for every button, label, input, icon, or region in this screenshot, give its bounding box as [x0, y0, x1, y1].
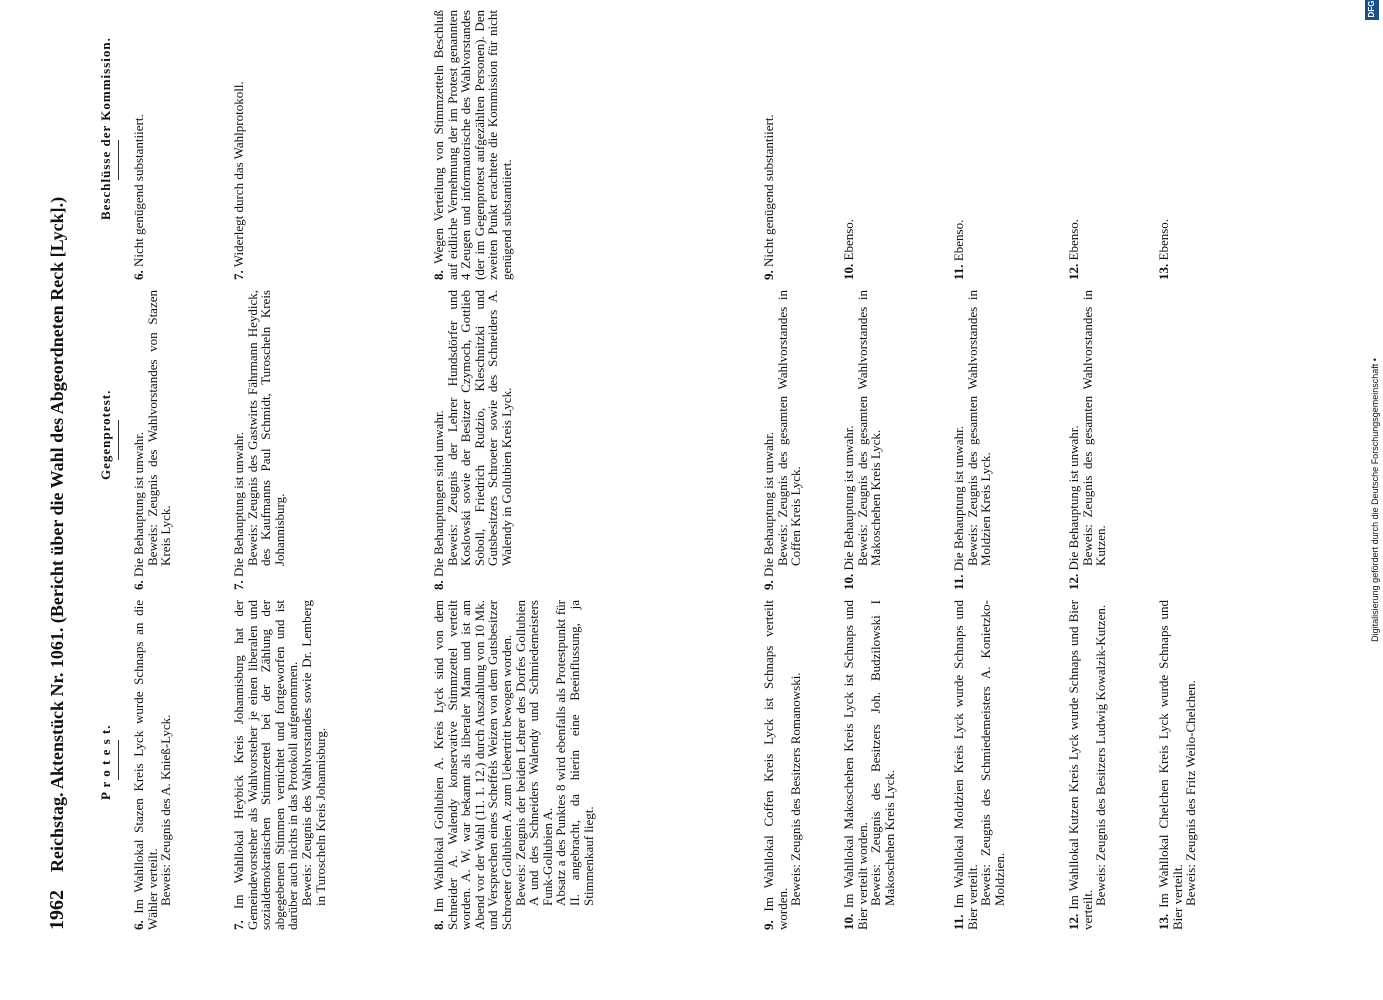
entry-text: Die Behauptungen sind unwahr. [431, 410, 446, 577]
column-heading-protest: P r o t e s t. [98, 724, 113, 800]
entry-number: 7. [231, 580, 246, 590]
entry-number: 11. [951, 914, 966, 930]
evidence-text: Beweis: Zeugnis des gesamten Wahlvorstandes in Moldzien Kreis Lyck. [964, 290, 994, 566]
divider [118, 740, 119, 780]
entry-text: Ebenso. [841, 218, 856, 261]
entry-text: Im Wahllokal Makoschehen Kreis Lyck ist Schnaps und Bier verteilt worden. [841, 600, 870, 930]
entry-number: 12. [1066, 573, 1081, 590]
beschluss-entry-12 [1067, 10, 1081, 280]
protest-entry-9 [762, 600, 803, 930]
entry-text: Widerlegt durch das Wahlprotokoll. [231, 81, 246, 268]
beschluss-entry-7 [232, 10, 246, 280]
evidence-text: Beweis: Zeugnis des A. Knieß-Lyck. [158, 714, 174, 906]
column-heading-gegenprotest: Gegenprotest. [98, 389, 113, 480]
entry-number: 10. [841, 913, 856, 930]
entry-number: 11. [951, 264, 966, 280]
evidence-text: Beweis: Zeugnis der beiden Lehrer des Dorfes Gollubien A und des Schneiders Walendy und Schmiedemeisters Funk-Gollubien A. [512, 600, 555, 906]
evidence-text: Beweis: Zeugnis des Gastwirts Fährmann Heydick, des Kaufmanns Paul Schmidt, Turoscheln Kreis Johannisburg. [244, 290, 287, 566]
entry-text: Die Behauptung ist unwahr. [1066, 425, 1081, 571]
entry-text: Die Behauptung ist unwahr. [131, 431, 146, 577]
beschluss-entry-10 [842, 10, 856, 280]
entry-number: 12. [1066, 913, 1081, 930]
entry-number: 9. [761, 270, 776, 280]
protest-entry-13 [1157, 600, 1198, 930]
evidence-text: Beweis: Zeugnis des Schmiedemeisters A. Konietzko-Moldzien. [978, 600, 1007, 906]
entry-number: 11. [951, 574, 966, 590]
entry-number: 6. [131, 580, 146, 590]
gegenprotest-entry-7 [232, 290, 286, 590]
entry-number: 10. [841, 573, 856, 590]
beschluss-entry-8 [432, 10, 514, 280]
entry-number: 7. [231, 270, 246, 280]
entry-text: Die Behauptung ist unwahr. [841, 425, 856, 571]
gegenprotest-entry-12 [1067, 290, 1108, 590]
evidence-text: Beweis: Zeugnis des Wahlvorstandes sowie Dr. Lemberg in Turoscheln Kreis Johannisburg. [298, 600, 328, 906]
entry-number: 12. [1066, 263, 1081, 280]
entry-number: 7. [231, 920, 246, 930]
gegenprotest-entry-10 [842, 290, 883, 590]
entry-text: Nicht genügend substantiiert. [131, 114, 146, 267]
entry-text: Im Wahllokal Moldzien Kreis Lyck wurde Schnaps und Bier verteilt. [951, 600, 980, 930]
entry-number: 10. [841, 263, 856, 280]
divider [118, 140, 119, 180]
entry-text: Im Wahllokal Gollubien A. Kreis Lyck sind von dem Schneider A. Walendy konservative Stimmzettel verteilt worden. A. W. war bekannt als liberaler Mann und ist am Abend vor der Wahl (11. 1. 12.) durch Auszahlung von 10 Mk. und Versprechen eines Scheffels Weizen von dem Gutsbesitzer Schroeter Gollubien A. zum Uebertritt bewogen worden. [431, 599, 514, 930]
evidence-text: Beweis: Zeugnis des Besitzers Romanowski. [788, 672, 804, 906]
evidence-text: Beweis: Zeugnis der Lehrer Hundsdörfer und Koslowski sowie der Besitzer Czymoch, Gottlieb Soboll, Friedrich Rudzio, Kleschnitzki und Gutsbesitzers Schroeter sowie des Schneiders A. Walendy in Gollubien Kreis Lyck. [444, 290, 514, 566]
evidence-text: Beweis: Zeugnis des Wahlvorstandes von Stazen Kreis Lyck. [144, 290, 174, 566]
entry-text: Im Wahllokal Heybick Kreis Johannisburg hat der Gemeindevorsteher als Wahlvorsteher je einen liberalen und sozialdemokratischen Stimmzettel bei der Zählung der abgegebenen Stimmen vernichtet und fortgeworfen und ist darüber auch nichts in das Protokoll aufgenommen. [231, 600, 301, 930]
evidence-text: Beweis: Zeugnis des gesamten Wahlvorstandes in Coffen Kreis Lyck. [774, 290, 804, 566]
entry-text: Nicht genügend substantiiert. [761, 114, 776, 267]
entry-number: 8. [431, 920, 446, 930]
protest-entry-7 [232, 600, 327, 930]
gegenprotest-entry-6 [132, 290, 173, 590]
gegenprotest-entry-9 [762, 290, 803, 590]
entry-text: Wegen Verteilung von Stimmzetteln Beschluß auf eidliche Vernehmung der im Protest genannten 4 Zeugen und informatorische des Wahlvorstandes (der im Gegenprotest aufgezählten Personen). Den zweiten Punkt erachtete die Kommission für nicht genügend substantiiert. [431, 10, 514, 280]
note-text: Absatz a des Punktes 8 wird ebenfalls als Protestpunkt für II. angebracht, da hierin eine Beeinflussung, ja Stimmenkauf liegt. [553, 600, 596, 906]
beschluss-entry-13 [1157, 10, 1171, 280]
entry-number: 8. [431, 270, 446, 280]
entry-text: Ebenso. [1066, 218, 1081, 261]
gegenprotest-entry-11 [952, 290, 993, 590]
entry-text: Die Behauptung ist unwahr. [231, 431, 246, 577]
evidence-text: Beweis: Zeugnis des Fritz Weilo-Chelchen. [1183, 680, 1199, 906]
protest-entry-8 [432, 600, 595, 930]
entry-text: Ebenso. [951, 219, 966, 262]
entry-text: Im Wahllokal Coffen Kreis Lyck ist Schnaps verteilt worden. [761, 600, 790, 930]
entry-number: 6. [131, 270, 146, 280]
page-title: Reichstag. Aktenstück Nr. 1061. (Bericht über die Wahl des Abgeordneten Reck [Lyck].) [46, 196, 67, 872]
evidence-text: Beweis: Zeugnis des Besitzers Joh. Budzilowski I Makoschehen Kreis Lyck. [868, 600, 897, 906]
page-number: 1962 [45, 890, 68, 930]
evidence-text: Beweis: Zeugnis des gesamten Wahlvorstandes in Kutzen. [1079, 290, 1109, 566]
beschluss-entry-11 [952, 10, 966, 280]
funding-footer: Digitalisierung gefördert durch die Deutsche Forschungsgemeinschaft • [1370, 358, 1380, 642]
entry-number: 9. [761, 920, 776, 930]
entry-text: Im Wahllokal Chelchen Kreis Lyck wurde Schnaps und Bier verteilt. [1156, 600, 1185, 930]
gegenprotest-entry-8 [432, 290, 514, 590]
entry-number: 9. [761, 580, 776, 590]
dfg-logo: DFG [1365, 0, 1379, 20]
entry-text: Ebenso. [1156, 218, 1171, 261]
evidence-text: Beweis: Zeugnis des gesamten Wahlvorstandes in Makoschehen Kreis Lyck. [854, 290, 884, 566]
entry-text: Die Behauptung ist unwahr. [761, 431, 776, 577]
entry-number: 13. [1156, 913, 1171, 930]
entry-number: 13. [1156, 263, 1171, 280]
protest-entry-11 [952, 600, 1006, 930]
beschluss-entry-9 [762, 10, 776, 280]
column-heading-beschluesse: Beschlüsse der Kommission. [98, 37, 113, 220]
entry-text: Die Behauptung ist unwahr. [951, 426, 966, 572]
protest-entry-10 [842, 600, 896, 930]
protest-entry-12 [1067, 600, 1108, 930]
entry-text: Im Wahllokal Kutzen Kreis Lyck wurde Schnaps und Bier verteilt. [1066, 599, 1095, 930]
divider [118, 420, 119, 460]
entry-number: 6. [131, 920, 146, 930]
entry-number: 8. [431, 580, 446, 590]
entry-text: Im Wahllokal Stazen Kreis Lyck wurde Schnaps an die Wähler verteilt. [131, 600, 160, 930]
beschluss-entry-6 [132, 10, 146, 280]
page-header [40, 50, 74, 930]
evidence-text: Beweis: Zeugnis des Besitzers Ludwig Kowalzik-Kutzen. [1093, 604, 1109, 906]
protest-entry-6 [132, 600, 173, 930]
